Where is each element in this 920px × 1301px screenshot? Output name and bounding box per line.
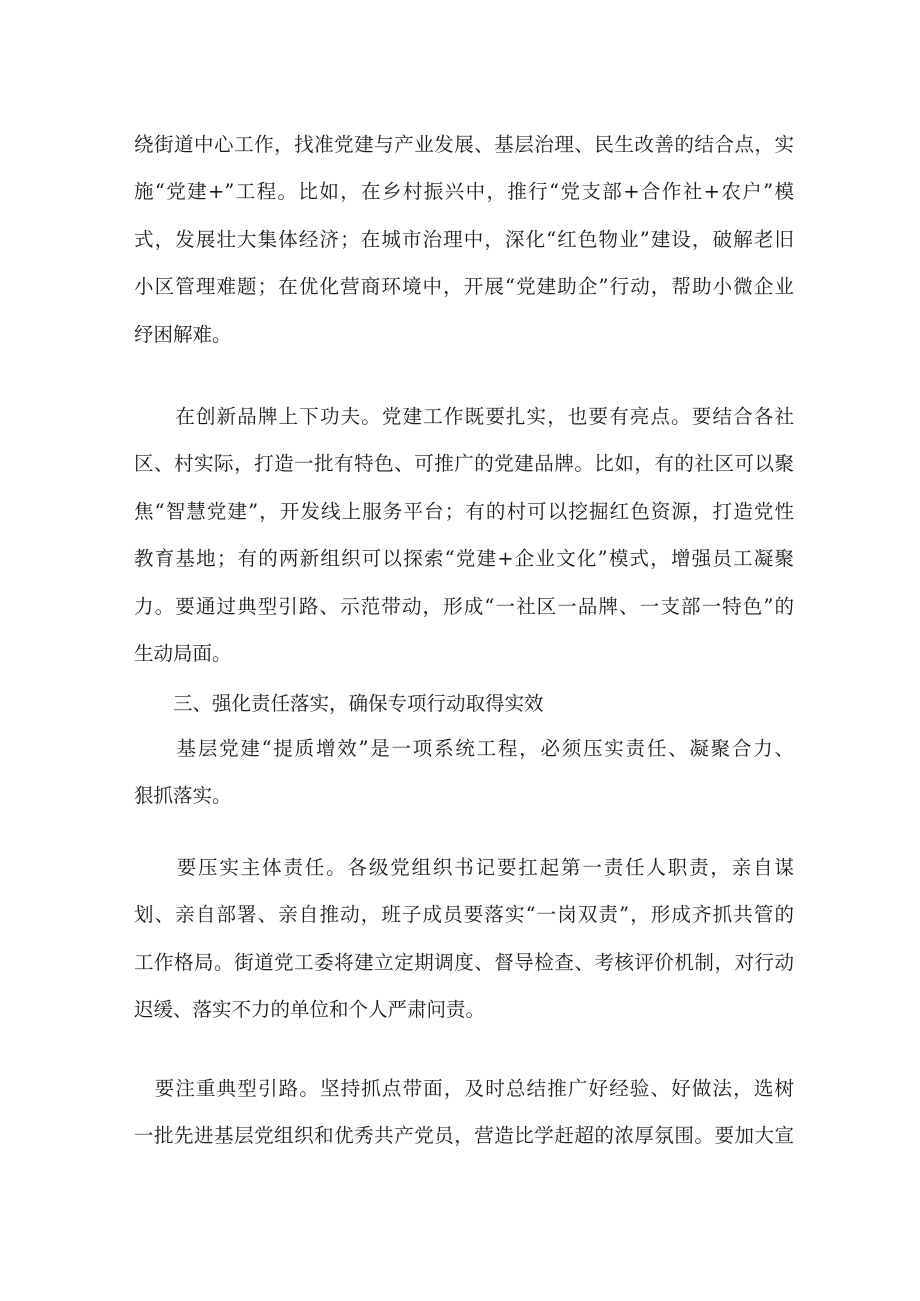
paragraph-5 <box>134 844 794 1034</box>
paragraph-line: 纾困解难。 <box>134 322 232 346</box>
paragraph-line: 绕街道中心工作，找准党建与产业发展、基层治理、民生改善的结合点，实 <box>134 133 794 156</box>
paragraph-2 <box>134 393 794 677</box>
paragraph-line: 一批先进基层党组织和优秀共产党员，营造比学赶超的浓厚氛围。要加大宣 <box>134 1124 794 1148</box>
paragraph-1 <box>134 121 794 358</box>
paragraph-line: 力。要通过典型引路、示范带动，形成“一社区一品牌、一支部一特色”的 <box>134 594 794 618</box>
paragraph-line: 小区管理难题；在优化营商环境中，开展“党建助企”行动，帮助小微企业 <box>134 275 794 299</box>
paragraph-line: 要压实主体责任。各级党组织书记要扛起第一责任人职责，亲自谋 <box>134 856 794 879</box>
paragraph-line: 施“党建+”工程。比如，在乡村振兴中，推行“党支部+合作社+农户”模 <box>134 180 794 204</box>
paragraph-line: 焦“智慧党建”，开发线上服务平台；有的村可以挖掘红色资源，打造党性 <box>134 499 794 523</box>
section-heading-text: 三、强化责任落实，确保专项行动取得实效 <box>134 692 544 715</box>
paragraph-line: 划、亲自部署、亲自推动，班子成员要落实“一岗双责”，形成齐抓共管的 <box>134 903 794 927</box>
paragraph-line: 在创新品牌上下功夫。党建工作既要扎实，也要有亮点。要结合各社 <box>134 405 794 428</box>
paragraph-4 <box>134 725 794 820</box>
paragraph-line: 生动局面。 <box>134 642 232 666</box>
paragraph-line: 基层党建“提质增效”是一项系统工程，必须压实责任、凝聚合力、 <box>134 737 794 760</box>
section-heading <box>134 680 794 727</box>
paragraph-line: 教育基地；有的两新组织可以探索“党建+企业文化”模式，增强员工凝聚 <box>134 547 794 571</box>
paragraph-line: 式，发展壮大集体经济；在城市治理中，深化“红色物业”建设，破解老旧 <box>134 227 794 251</box>
paragraph-line: 迟缓、落实不力的单位和个人严肃问责。 <box>134 998 486 1022</box>
paragraph-line: 狠抓落实。 <box>134 784 232 808</box>
paragraph-line: 区、村实际，打造一批有特色、可推广的党建品牌。比如，有的社区可以聚 <box>134 452 794 476</box>
paragraph-6 <box>134 1065 794 1160</box>
paragraph-line: 要注重典型引路。坚持抓点带面，及时总结推广好经验、好做法，选树 <box>134 1077 794 1100</box>
paragraph-line: 工作格局。街道党工委将建立定期调度、督导检查、考核评价机制，对行动 <box>134 950 794 974</box>
